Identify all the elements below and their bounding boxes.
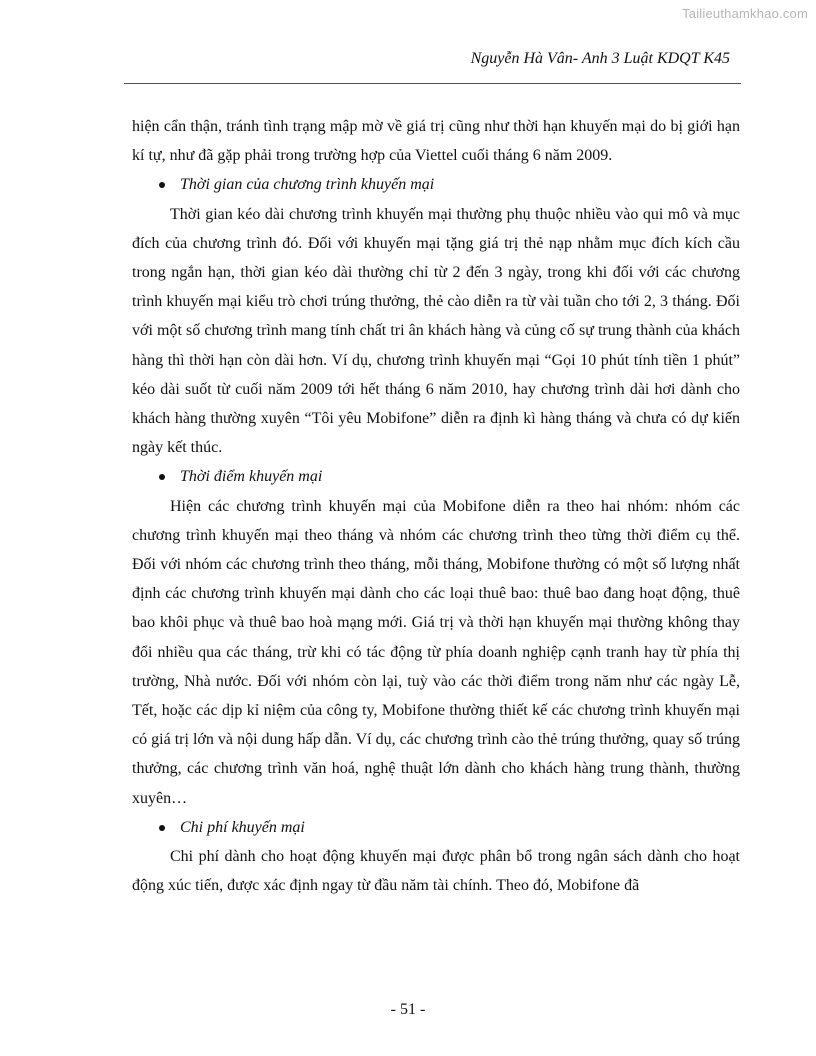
paragraph-3: Hiện các chương trình khuyến mại của Mobifone diễn ra theo hai nhóm: nhóm các chương trình khuyến mại theo tháng và nhóm các chương trình theo từng thời điểm cụ thể. Đối với nhóm các chương trình theo tháng, mỗi tháng, Mobifone thường có một số lượng nhất định các chương trình khuyến mại dành cho các loại thuê bao: thuê bao đang hoạt động, thuê bao khôi phục và thuê bao hoà mạng mới. Giá trị và thời hạn khuyến mại thường không thay đổi nhiều qua các tháng, trừ khi có tác động từ phía doanh nghiệp cạnh tranh hay từ phía thị trường, Nhà nước. Đối với nhóm còn lại, tuỳ vào các thời điểm trong năm như các ngày Lễ, Tết, hoặc các dịp kỉ niệm của công ty, Mobifone thường thiết kế các chương trình khuyến mại có giá trị lớn và nội dung hấp dẫn. Ví dụ, các chương trình cào thẻ trúng thưởng, quay số trúng thưởng, các chương trình văn hoá, nghệ thuật lớn dành cho khách hàng trung thành, thường xuyên…: [132, 497, 740, 807]
bullet-heading-text: Chi phí khuyến mại: [180, 818, 305, 836]
bullet-heading-text: Thời điểm khuyến mại: [180, 468, 323, 486]
page-body: [132, 112, 740, 900]
bullet-icon: [159, 474, 165, 480]
header-rule: [124, 83, 741, 84]
paragraph-1: hiện cẩn thận, tránh tình trạng mập mờ về giá trị cũng như thời hạn khuyến mại do bị giới hạn kí tự, như đã gặp phải trong trường hợp của Viettel cuối tháng 6 năm 2009.: [132, 118, 740, 165]
paragraph-2: Thời gian kéo dài chương trình khuyến mại thường phụ thuộc nhiều vào qui mô và mục đích của chương trình đó. Đối với khuyến mại tặng giá trị thẻ nạp nhằm mục đích kích cầu trong ngắn hạn, thời gian kéo dài thường chỉ từ 2 đến 3 ngày, trong khi đối với các chương trình khuyến mại kiểu trò chơi trúng thưởng, thẻ cào diễn ra từ vài tuần cho tới 2, 3 tháng. Đối với một số chương trình mang tính chất tri ân khách hàng và củng cố sự trung thành của khách hàng thì thời hạn còn dài hơn. Ví dụ, chương trình khuyến mại “Gọi 10 phút tính tiền 1 phút” kéo dài suốt từ cuối năm 2009 tới hết tháng 6 năm 2010, hay chương trình dài hơi dành cho khách hàng thường xuyên “Tôi yêu Mobifone” diễn ra định kì hàng tháng và chưa có dự kiến ngày kết thúc.: [132, 205, 740, 457]
bullet-heading-cost: [132, 813, 740, 842]
bullet-heading-timing: [132, 462, 740, 491]
page-header: Nguyễn Hà Vân- Anh 3 Luật KDQT K45: [470, 50, 730, 67]
bullet-heading-text: Thời gian của chương trình khuyến mại: [180, 176, 435, 194]
watermark: Tailieuthamkhao.com: [682, 6, 808, 21]
bullet-icon: [159, 825, 165, 831]
page-number: - 51 -: [390, 1001, 426, 1018]
bullet-icon: [159, 182, 165, 188]
paragraph-4: Chi phí dành cho hoạt động khuyến mại được phân bổ trong ngân sách dành cho hoạt động xúc tiến, được xác định ngay từ đầu năm tài chính. Theo đó, Mobifone đã: [132, 848, 740, 895]
bullet-heading-duration: [132, 170, 740, 199]
